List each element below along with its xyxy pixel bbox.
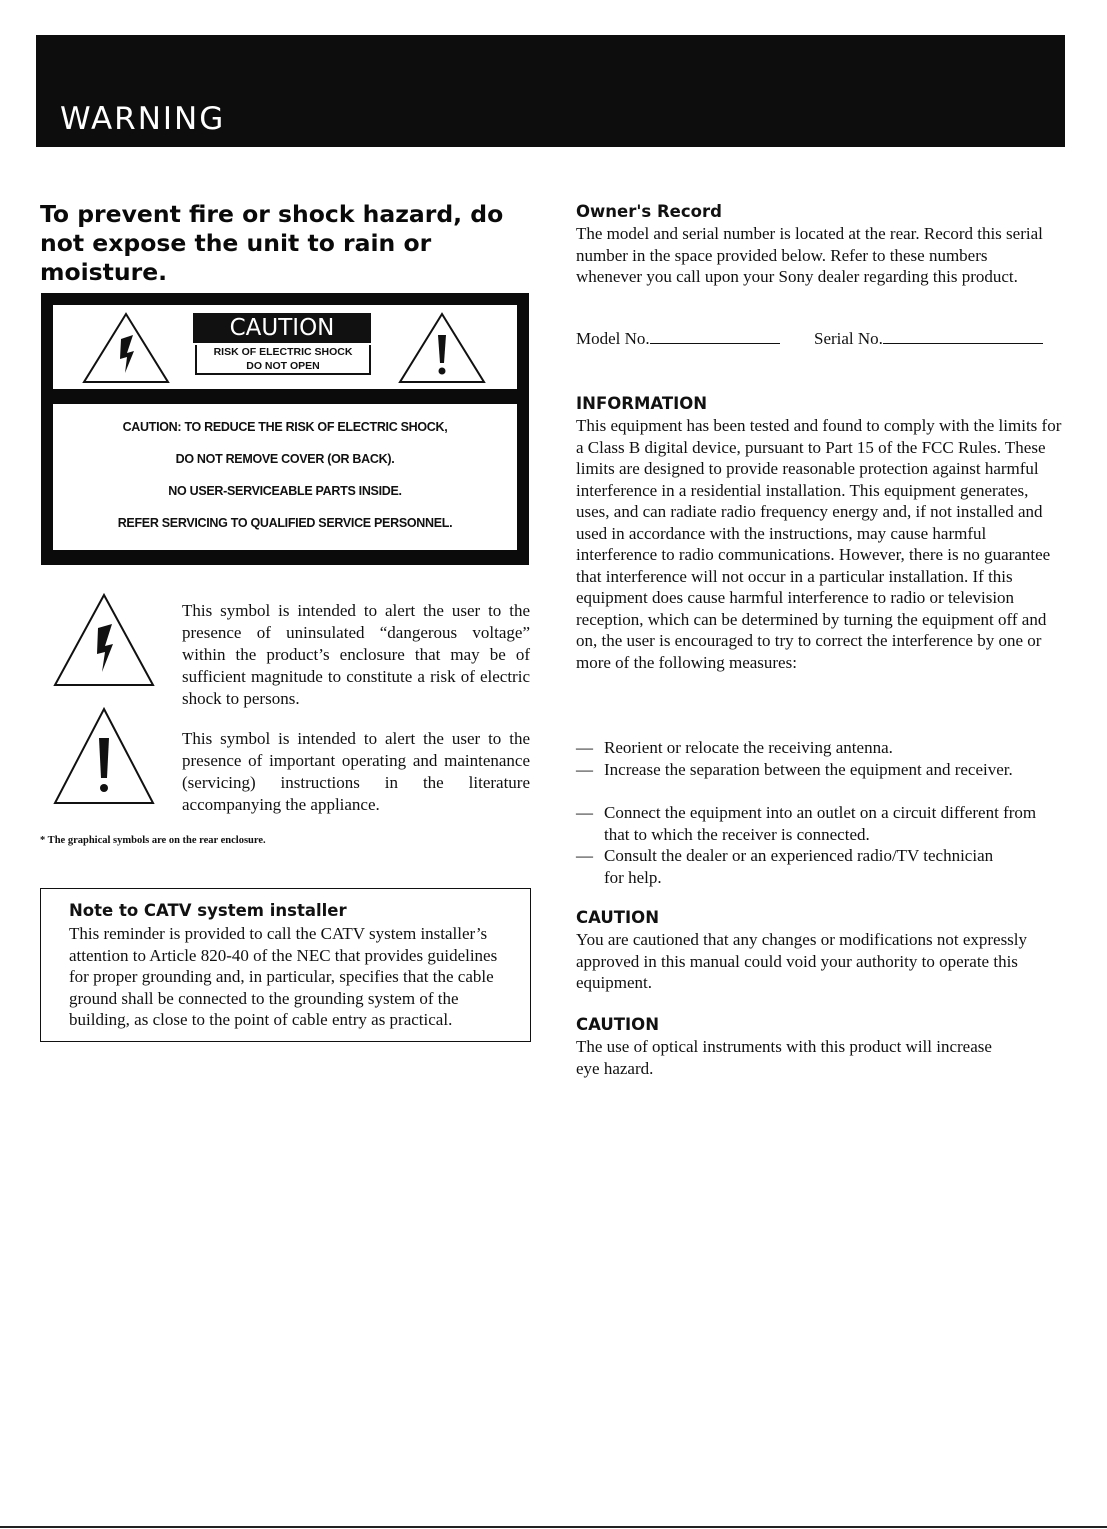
caution-label-subtext bbox=[195, 345, 371, 375]
dash: — bbox=[576, 803, 593, 822]
hazard-headline: To prevent fire or shock hazard, do not expose the unit to rain or moisture. bbox=[40, 200, 504, 286]
caution-symbols-panel bbox=[53, 305, 517, 389]
warning-banner bbox=[36, 35, 1065, 147]
dash: — bbox=[576, 760, 593, 779]
caution-line: NO USER-SERVICEABLE PARTS INSIDE. bbox=[168, 484, 402, 498]
model-number-field bbox=[576, 328, 780, 350]
caution-title: CAUTION bbox=[576, 908, 659, 927]
owners-record-title: Owner's Record bbox=[576, 202, 722, 221]
catv-note-body: This reminder is provided to call the CATV system installer’s attention to Article 820-40 of the NEC that provides guidelines for proper grounding and, in particular, specifies that the cable ground shall be connected to the grounding system of the building, as close to the point of cable entry as practical. bbox=[69, 924, 498, 1029]
caution-label-box bbox=[41, 293, 529, 565]
model-number-blank bbox=[650, 343, 780, 344]
serial-number-blank bbox=[883, 343, 1043, 344]
caution-line: DO NOT REMOVE COVER (OR BACK). bbox=[175, 452, 395, 466]
exclamation-triangle-icon bbox=[397, 311, 487, 385]
caution-line: CAUTION: TO REDUCE THE RISK OF ELECTRIC SHOCK, bbox=[122, 420, 448, 434]
exclamation-triangle-icon bbox=[52, 706, 156, 806]
catv-note-title: Note to CATV system installer bbox=[69, 901, 347, 920]
list-item-text: Connect the equipment into an outlet on a circuit different from that to which the receiver is connected. bbox=[604, 803, 1037, 844]
list-item-text: Reorient or relocate the receiving antenna. bbox=[604, 738, 893, 757]
serial-number-field bbox=[814, 328, 1043, 350]
caution-text-panel bbox=[53, 404, 517, 550]
caution-title: CAUTION bbox=[576, 1015, 659, 1034]
lightning-triangle-icon bbox=[52, 592, 156, 688]
symbol-description: This symbol is intended to alert the user to the presence of important operating and maintenance (servicing) instructions in the literature accompanying the appliance. bbox=[182, 729, 530, 814]
list-item-text: Increase the separation between the equipment and receiver. bbox=[604, 760, 1013, 779]
symbol-description: This symbol is intended to alert the user to the presence of uninsulated “dangerous voltage” within the product’s enclosure that may be of sufficient magnitude to constitute a risk of electric shock to persons. bbox=[182, 601, 530, 708]
information-title: INFORMATION bbox=[576, 394, 708, 413]
caution-label bbox=[193, 313, 371, 377]
caution-label-title: CAUTION bbox=[193, 313, 371, 343]
caution-line: REFER SERVICING TO QUALIFIED SERVICE PERSONNEL. bbox=[117, 516, 453, 530]
lightning-triangle-icon bbox=[81, 311, 171, 385]
list-item-text: Consult the dealer or an experienced radio/TV technician for help. bbox=[604, 846, 994, 887]
catv-note-box bbox=[40, 888, 531, 1042]
symbol-explanation-2 bbox=[52, 706, 530, 814]
caution-body: The use of optical instruments with this product will increase eye hazard. bbox=[576, 1037, 992, 1078]
page-bottom-rule bbox=[0, 1526, 1107, 1528]
caution-label-line1: RISK OF ELECTRIC SHOCK bbox=[213, 346, 353, 358]
warning-title: WARNING bbox=[60, 101, 226, 137]
dash: — bbox=[576, 846, 593, 865]
dash: — bbox=[576, 738, 593, 757]
information-body: This equipment has been tested and found to comply with the limits for a Class B digital device, pursuant to Part 15 of the FCC Rules. These limits are designed to provide reasonable protection against harmful interference in a residential installation. This equipment generates, uses, and can radiate radio frequency energy and, if not installed and used in accordance with the instructions, may cause harmful interference to radio communications. However, there is no guarantee that interference will not occur in a particular installation. If this equipment does cause harmful interference to radio or television reception, which can be determined by turning the equipment off and on, the user is encouraged to try to correct the interference by one or more of the following measures: bbox=[576, 416, 1062, 672]
serial-number-label: Serial No. bbox=[814, 329, 883, 348]
model-number-label: Model No. bbox=[576, 329, 650, 348]
symbol-explanation-1 bbox=[52, 592, 530, 708]
symbols-footnote: * The graphical symbols are on the rear enclosure. bbox=[40, 835, 266, 846]
caution-body: You are cautioned that any changes or modifications not expressly approved in this manual could void your authority to operate this equipment. bbox=[576, 930, 1028, 992]
caution-label-line2: DO NOT OPEN bbox=[246, 360, 320, 372]
owners-record-body: The model and serial number is located at the rear. Record this serial number in the space provided below. Refer to these numbers whenever you call upon your Sony dealer regarding this product. bbox=[576, 224, 1043, 286]
